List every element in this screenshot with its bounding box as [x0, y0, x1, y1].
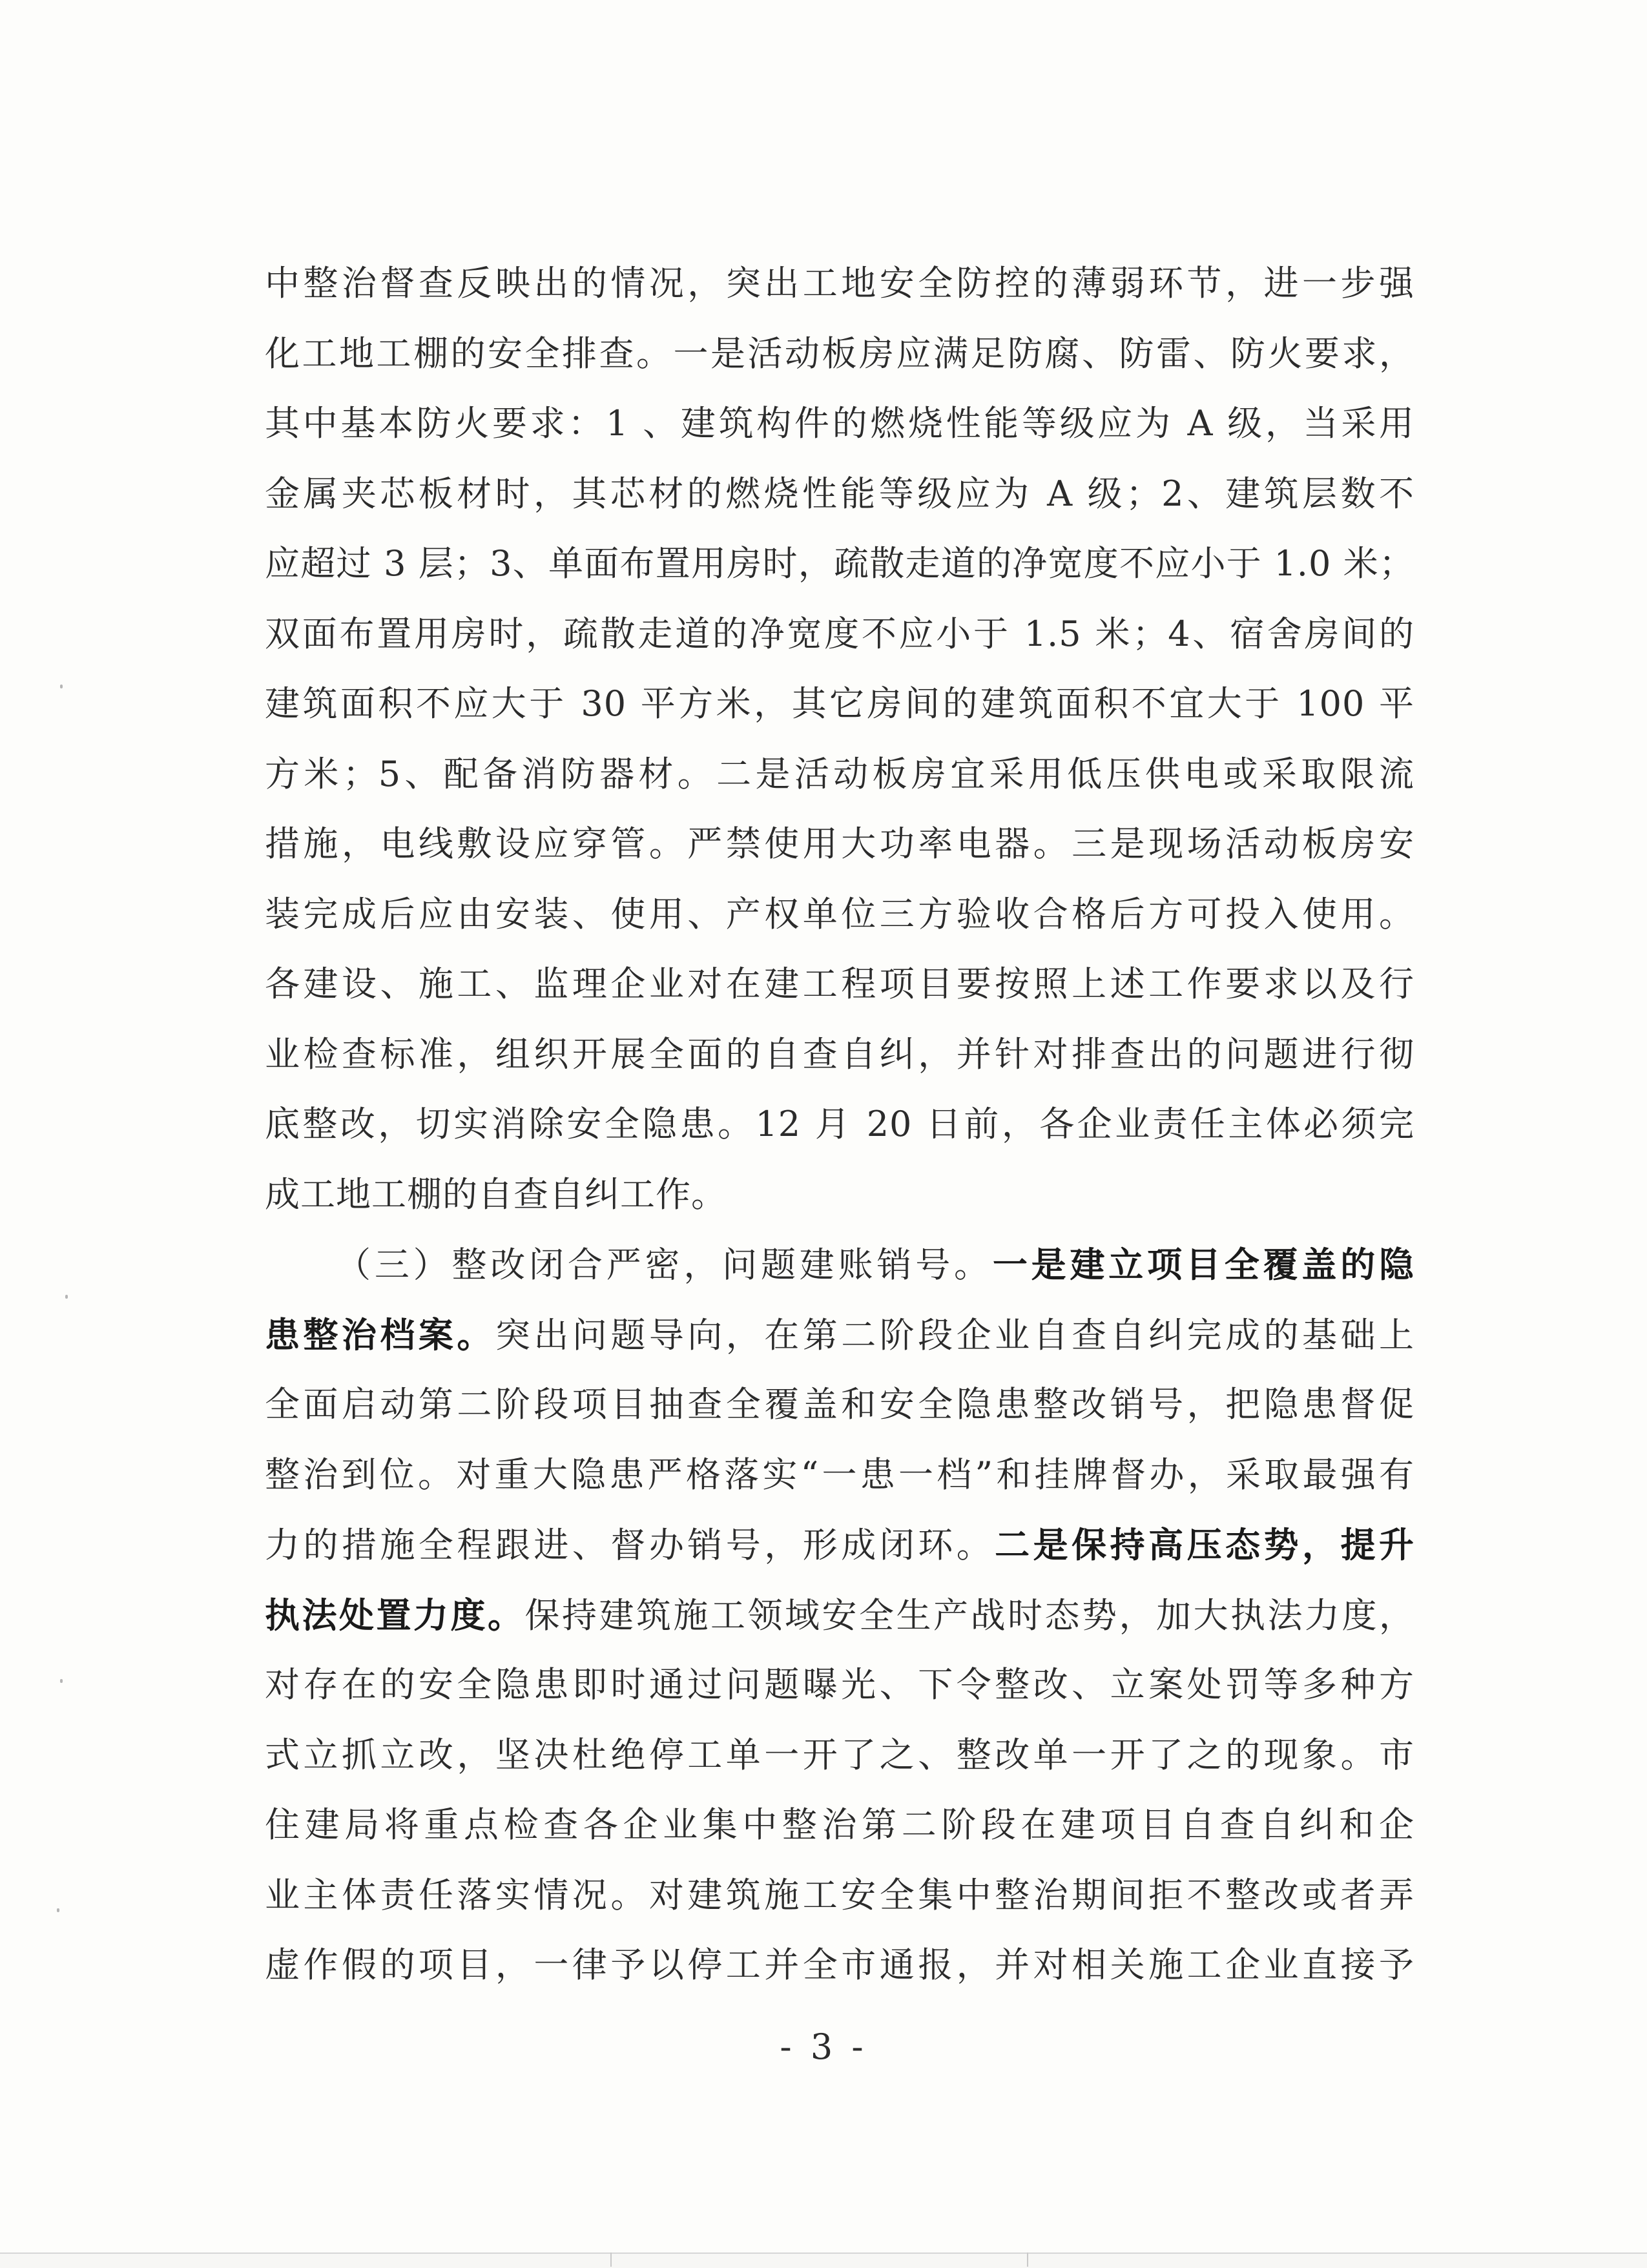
paragraph-line [265, 599, 1414, 670]
paragraph-line [265, 739, 1414, 810]
text-segment: 力的措施全程跟进、督办销号，形成闭环。 [265, 1525, 995, 1565]
paragraph-line [265, 1930, 1414, 2001]
paragraph-line [265, 1440, 1414, 1510]
text-segment: 突出问题导向，在第二阶段企业自查自纠完成的基础上 [495, 1314, 1415, 1356]
scan-speck [60, 685, 63, 688]
text-segment: 业主体责任落实情况。对建筑施工安全集中整治期间拒不整改或者弄 [265, 1874, 1414, 1915]
text-segment: 业检查标准，组织开展全面的自查自纠，并针对排查出的问题进行彻 [265, 1033, 1414, 1075]
paragraph-line [265, 1650, 1414, 1720]
paragraph-line [265, 1160, 1414, 1230]
paragraph-line [265, 1580, 1414, 1651]
bold-text-segment: 二是保持高压态势，提升 [995, 1524, 1414, 1565]
text-segment: 双面布置用房时，疏散走道的净宽度不应小于 1.5 米；4、宿舍房间的 [265, 613, 1414, 654]
text-segment: 金属夹芯板材时，其芯材的燃烧性能等级应为 A 级；2、建筑层数不 [265, 473, 1414, 514]
paragraph-line [265, 389, 1414, 459]
scan-speck [60, 1679, 63, 1683]
paragraph-line [265, 809, 1414, 880]
text-segment: 虚作假的项目，一律予以停工并全市通报，并对相关施工企业直接予 [265, 1944, 1414, 1985]
bold-text-segment: 患整治档案。 [265, 1314, 495, 1356]
page-number: - 3 - [780, 2026, 867, 2067]
text-segment: 整治到位。对重大隐患严格落实“一患一档”和挂牌督办，采取最强有 [265, 1454, 1414, 1495]
text-segment: 全面启动第二阶段项目抽查全覆盖和安全隐患整改销号，把隐患督促 [265, 1384, 1414, 1425]
paragraph-line [265, 1720, 1414, 1791]
paragraph-line [265, 1370, 1414, 1440]
bold-text-segment: 执法处置力度。 [265, 1594, 525, 1636]
text-segment: 应超过 3 层；3、单面布置用房时，疏散走道的净宽度不应小于 1.0 米； [265, 543, 1414, 584]
text-segment: 措施，电线敷设应穿管。严禁使用大功率电器。三是现场活动板房安 [265, 823, 1414, 864]
paragraph-line [265, 1300, 1414, 1370]
paragraph-line [265, 1861, 1414, 1931]
body-text [265, 249, 1414, 2001]
paragraph-line [265, 880, 1414, 950]
scan-speck [57, 1908, 59, 1912]
scan-speck [65, 1295, 68, 1299]
text-segment: （三）整改闭合严密，问题建账销号。 [336, 1244, 993, 1285]
paragraph-line [265, 249, 1414, 319]
text-segment: 中整治督查反映出的情况，突出工地安全防控的薄弱环节，进一步强 [265, 263, 1414, 304]
scan-edge-mark [1027, 2253, 1028, 2267]
bold-text-segment: 一是建立项目全覆盖的隐 [992, 1244, 1415, 1285]
paragraph-line [265, 1020, 1414, 1090]
scan-edge-mark [610, 2253, 612, 2267]
text-segment: 底整改，切实消除安全隐患。12 月 20 日前，各企业责任主体必须完 [265, 1104, 1414, 1144]
text-segment: 各建设、施工、监理企业对在建工程项目要按照上述工作要求以及行 [265, 964, 1414, 1004]
paragraph-line [265, 669, 1414, 739]
text-segment: 建筑面积不应大于 30 平方米，其它房间的建筑面积不宜大于 100 平 [265, 683, 1414, 724]
text-segment: 成工地工棚的自查自纠工作。 [265, 1173, 727, 1215]
text-segment: 其中基本防火要求：1 、建筑构件的燃烧性能等级应为 A 级，当采用 [265, 403, 1414, 444]
paragraph-line [265, 319, 1414, 389]
paragraph-line [265, 529, 1414, 599]
text-segment: 化工地工棚的安全排查。一是活动板房应满足防腐、防雷、防火要求， [265, 333, 1414, 374]
text-segment: 住建局将重点检查各企业集中整治第二阶段在建项目自查自纠和企 [265, 1804, 1414, 1845]
text-segment: 式立抓立改，坚决杜绝停工单一开了之、整改单一开了之的现象。市 [265, 1734, 1414, 1775]
text-segment: 对存在的安全隐患即时通过问题曝光、下令整改、立案处罚等多种方 [265, 1664, 1414, 1705]
text-segment: 保持建筑施工领域安全生产战时态势，加大执法力度， [524, 1594, 1414, 1636]
paragraph-line [265, 459, 1414, 530]
paragraph-line [265, 949, 1414, 1020]
paragraph-line [265, 1230, 1414, 1300]
text-segment: 装完成后应由安装、使用、产权单位三方验收合格后方可投入使用。 [265, 893, 1414, 934]
text-segment: 方米；5、配备消防器材。二是活动板房宜采用低压供电或采取限流 [265, 753, 1414, 794]
paragraph-line [265, 1089, 1414, 1160]
paragraph-line [265, 1510, 1414, 1580]
paragraph-line [265, 1790, 1414, 1861]
scan-bottom-edge [0, 2253, 1647, 2268]
